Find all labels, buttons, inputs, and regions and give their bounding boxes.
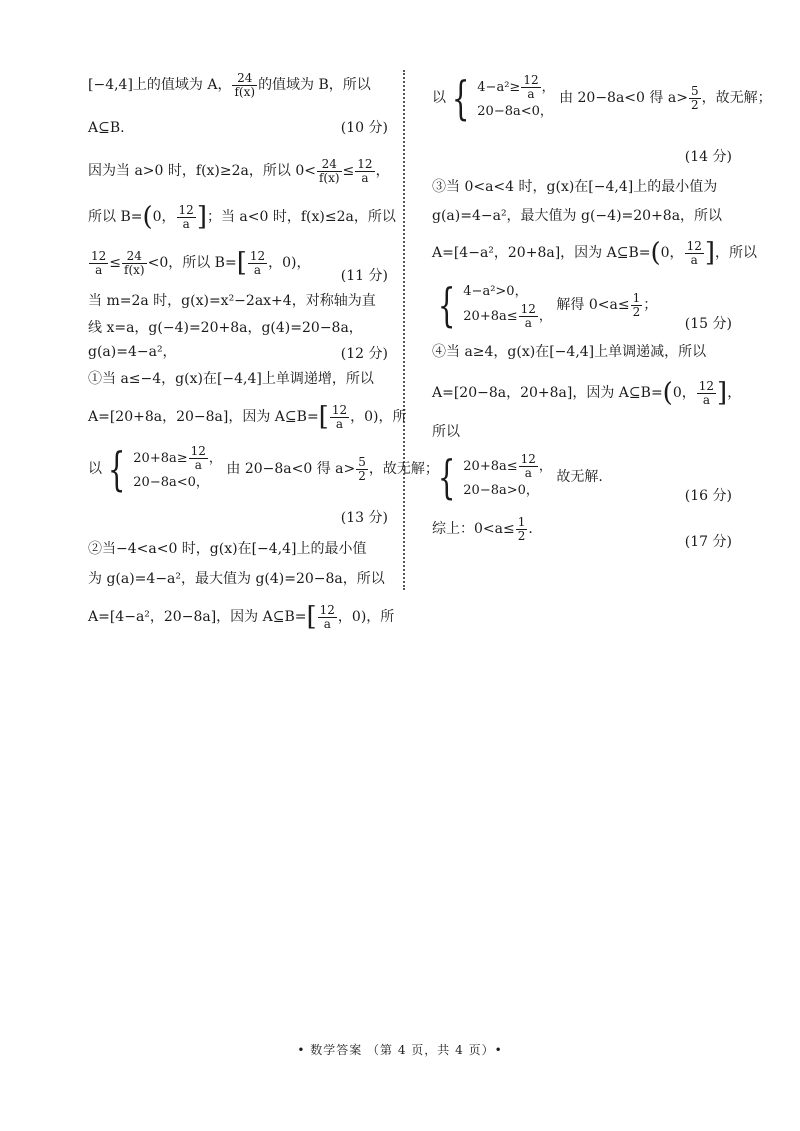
open-paren: ( — [650, 238, 661, 268]
text: 以 — [88, 461, 102, 477]
answer-line — [88, 534, 388, 564]
text: <0，所以 B= — [147, 255, 237, 271]
numerator: 12 — [357, 156, 373, 171]
fraction — [689, 85, 701, 112]
text: . — [528, 521, 533, 537]
denominator: a — [323, 616, 331, 631]
denominator: a — [95, 262, 103, 277]
system-rows — [477, 74, 554, 123]
answer-line — [88, 564, 388, 594]
numerator: 24 — [122, 250, 147, 264]
text: 由 20−8a<0 得 a> — [559, 90, 688, 106]
system-row — [133, 445, 222, 472]
text: ，0)，所 — [337, 609, 395, 625]
answer-line — [88, 240, 388, 286]
numerator: 12 — [178, 202, 194, 217]
system-rows — [463, 281, 552, 330]
page-footer: • 数学答案 （第 4 页，共 4 页）• — [297, 1043, 503, 1057]
answer-line — [88, 440, 439, 498]
system-row — [477, 74, 554, 101]
text: 0， — [672, 385, 696, 401]
answer-line — [88, 594, 395, 640]
text: ，所以 — [715, 245, 757, 261]
score-mark: (13 分) — [340, 510, 388, 526]
numerator: 24 — [317, 158, 342, 172]
fraction — [177, 204, 196, 231]
text: 20+8a≥ — [133, 450, 188, 466]
right-column — [432, 62, 772, 552]
answer-line — [88, 316, 388, 340]
score-mark: (17 分) — [684, 534, 732, 550]
text: ， — [538, 458, 552, 474]
denominator: f(x) — [234, 84, 256, 99]
fraction — [317, 158, 342, 185]
open-paren: ( — [662, 378, 673, 408]
numerator: 12 — [91, 248, 107, 263]
numerator: 12 — [698, 378, 715, 393]
numerator: 12 — [520, 451, 536, 466]
answer-line — [88, 62, 388, 108]
answer-line — [88, 286, 388, 316]
denominator: f(x) — [124, 262, 145, 277]
brace: { — [451, 71, 470, 125]
denominator: f(x) — [318, 170, 340, 185]
close-bracket: ] — [704, 238, 715, 268]
close-bracket: ] — [196, 202, 207, 232]
text: 为 g(a)=4−a²，最大值为 g(4)=20−8a，所以 — [88, 571, 385, 587]
text: ， — [208, 450, 222, 466]
text: 由 20−8a<0 得 a> — [226, 461, 356, 477]
system-row: 20−8a<0， — [477, 103, 553, 119]
score-mark: (15 分) — [684, 316, 732, 332]
answer-line — [88, 394, 407, 440]
system-row — [463, 453, 552, 480]
score-mark: (10 分) — [340, 120, 388, 136]
fraction — [122, 250, 147, 277]
answer-line — [432, 230, 757, 276]
text: 解得 0<a≤ — [556, 297, 630, 313]
fraction — [631, 292, 643, 319]
score-mark: (12 分) — [340, 346, 388, 362]
left-column — [88, 62, 439, 640]
answer-line — [432, 506, 732, 552]
text: A=[4−a²，20+8a]，因为 A⊆B= — [432, 245, 651, 261]
text: [−4,4]上的值域为 A， — [88, 77, 232, 93]
open-bracket: [ — [306, 602, 317, 632]
denominator: a — [524, 315, 532, 330]
numerator: 24 — [232, 72, 257, 86]
denominator: a — [527, 86, 535, 101]
numerator: 12 — [523, 72, 539, 87]
numerator: 12 — [190, 443, 206, 458]
text: 故无解. — [556, 469, 603, 485]
answer-line — [432, 416, 732, 448]
fraction — [685, 240, 704, 267]
score-mark: (16 分) — [684, 488, 732, 504]
text: ，0)，所 — [350, 409, 407, 425]
text: 当 m=2a 时，g(x)=x²−2ax+4，对称轴为直 — [88, 293, 376, 309]
score-mark: (14 分) — [684, 149, 732, 165]
brace: { — [437, 450, 456, 504]
fraction — [516, 516, 528, 543]
numerator: 12 — [686, 238, 702, 253]
system-row: 20−8a>0， — [463, 482, 539, 498]
fraction — [89, 250, 108, 277]
text: ，故无解； — [701, 90, 772, 106]
text: ≤ — [109, 255, 122, 271]
column-divider — [403, 70, 405, 590]
fraction — [248, 250, 267, 277]
text: 4−a²≥ — [477, 79, 521, 95]
numerator: 1 — [632, 290, 641, 305]
fraction — [697, 380, 716, 407]
fraction — [318, 604, 337, 631]
text: 0， — [152, 209, 176, 225]
fraction — [519, 453, 538, 480]
numerator: 12 — [331, 402, 348, 417]
fraction — [232, 72, 257, 99]
text: ；当 a<0 时，f(x)≤2a，所以 — [206, 209, 396, 225]
text: 线 x=a，g(−4)=20+8a，g(4)=20−8a， — [88, 320, 363, 336]
answer-line — [432, 134, 732, 172]
answer-line — [432, 370, 742, 416]
text: ， — [538, 308, 552, 324]
text: 0， — [660, 245, 684, 261]
denominator: a — [361, 170, 369, 185]
text: 综上：0<a≤ — [432, 521, 515, 537]
text: ，0)， — [268, 255, 311, 271]
fraction — [521, 74, 540, 101]
system-row: 20−8a<0， — [133, 474, 209, 490]
numerator: 1 — [517, 514, 526, 529]
text: 的值域为 B，所以 — [258, 77, 371, 93]
denominator: 2 — [517, 528, 526, 543]
text: 所以 B= — [88, 209, 143, 225]
answer-line — [432, 448, 732, 506]
text: ， — [375, 163, 390, 179]
open-paren: ( — [142, 202, 153, 232]
system-rows — [133, 445, 222, 494]
text: ④当 a≥4，g(x)在[−4,4]上单调递减，所以 — [432, 344, 707, 360]
denominator: a — [194, 457, 202, 472]
brace: { — [107, 442, 126, 496]
open-bracket: [ — [318, 402, 329, 432]
answer-line — [88, 498, 388, 534]
text: A=[20+8a，20−8a]，因为 A⊆B= — [88, 409, 319, 425]
answer-line — [432, 276, 732, 334]
system-row: 4−a²>0， — [463, 283, 528, 299]
numerator: 12 — [319, 602, 335, 617]
text: g(a)=4−a²， — [88, 344, 177, 360]
fraction — [189, 445, 208, 472]
denominator: a — [524, 465, 532, 480]
answer-line — [432, 334, 732, 370]
answer-line — [432, 62, 772, 134]
numerator: 12 — [520, 301, 536, 316]
system-row — [463, 303, 552, 330]
denominator: a — [182, 216, 190, 231]
denominator: a — [690, 252, 698, 267]
answer-line — [88, 364, 388, 394]
text: ； — [643, 297, 658, 313]
fraction — [519, 303, 538, 330]
text: ①当 a≤−4，g(x)在[−4,4]上单调递增，所以 — [88, 371, 374, 387]
text: 所以 — [432, 424, 460, 440]
brace: { — [437, 278, 456, 332]
equation-system — [432, 278, 552, 332]
denominator: 2 — [690, 97, 699, 112]
answer-line — [88, 108, 388, 148]
numerator: 5 — [358, 454, 366, 469]
equation-system — [102, 442, 222, 496]
text: ， — [727, 385, 742, 401]
fraction — [356, 456, 368, 483]
answer-line — [88, 194, 396, 240]
answer-line — [88, 148, 388, 194]
fraction — [330, 404, 349, 431]
text: ③当 0<a<4 时，g(x)在[−4,4]上的最小值为 — [432, 179, 718, 195]
text: ，故无解； — [368, 461, 439, 477]
denominator: a — [335, 416, 344, 431]
text: ≤ — [342, 163, 355, 179]
text: g(a)=4−a²，最大值为 g(−4)=20+8a，所以 — [432, 208, 723, 224]
score-mark: (11 分) — [340, 268, 388, 284]
answer-line — [432, 202, 732, 230]
denominator: a — [253, 262, 262, 277]
answer-line — [432, 172, 732, 202]
equation-system — [432, 450, 552, 504]
close-bracket: ] — [717, 378, 728, 408]
numerator: 12 — [249, 248, 266, 263]
fraction — [355, 158, 374, 185]
denominator: a — [702, 392, 710, 407]
text: 因为当 a>0 时，f(x)≥2a，所以 0< — [88, 163, 316, 179]
equation-system — [446, 71, 555, 125]
denominator: 2 — [632, 304, 641, 319]
text: ②当−4<a<0 时，g(x)在[−4,4]上的最小值 — [88, 541, 367, 557]
text: ， — [541, 79, 555, 95]
text: 20+8a≤ — [463, 308, 518, 324]
text: 20+8a≤ — [463, 458, 518, 474]
text: A=[20−8a，20+8a]，因为 A⊆B= — [432, 385, 663, 401]
open-bracket: [ — [236, 248, 247, 278]
text: 以 — [432, 90, 446, 106]
system-rows — [463, 453, 552, 502]
answer-line — [88, 340, 388, 364]
numerator: 5 — [690, 83, 699, 98]
text: A=[4−a²，20−8a]，因为 A⊆B= — [88, 609, 307, 625]
text: A⊆B. — [88, 120, 125, 136]
denominator: 2 — [358, 468, 366, 483]
